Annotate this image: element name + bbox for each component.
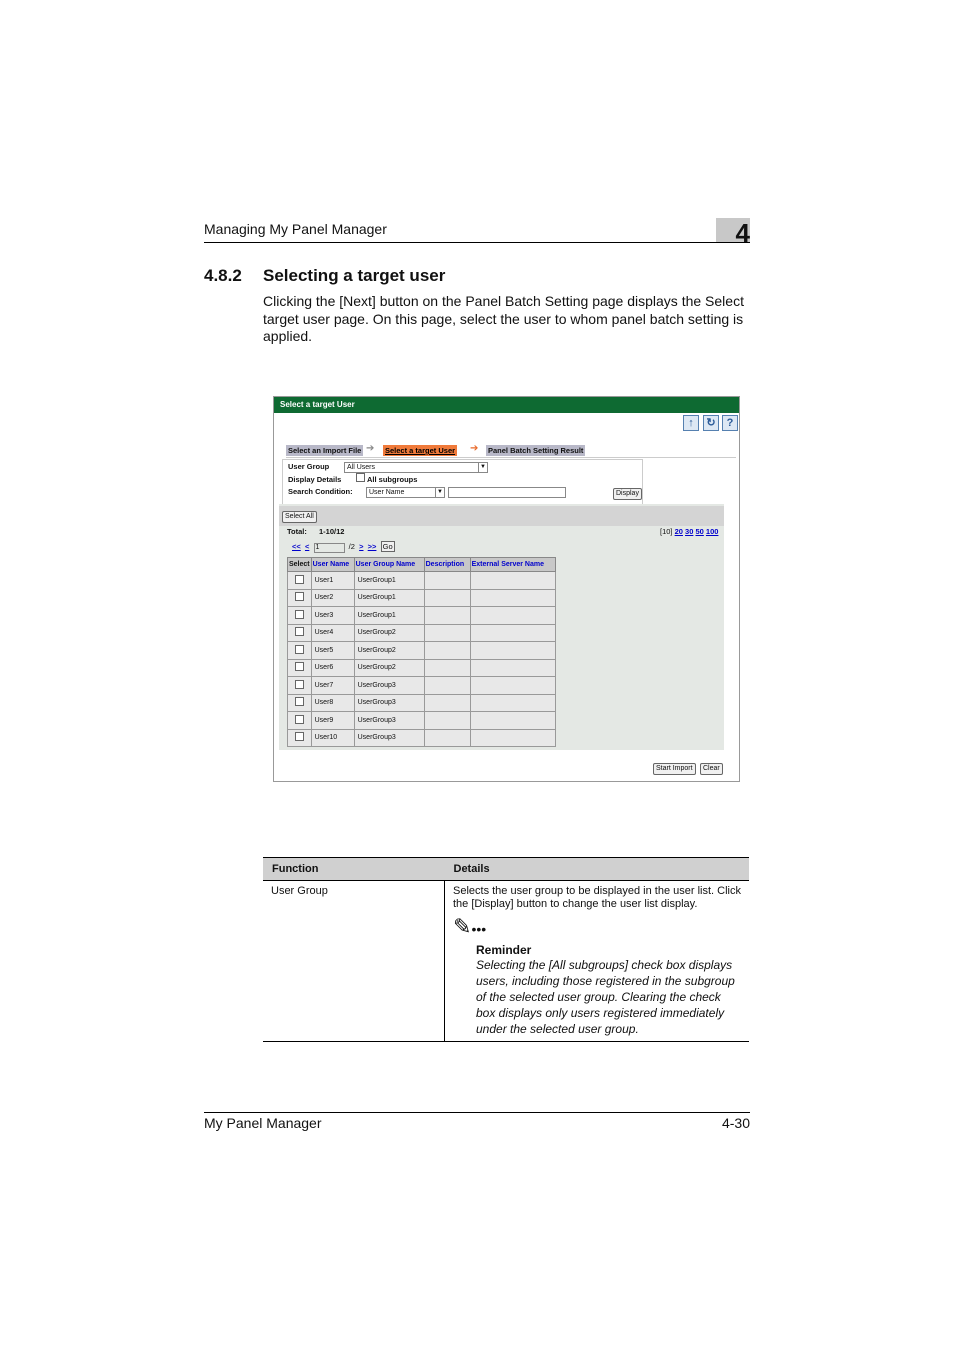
col-user-name[interactable] xyxy=(311,558,354,572)
external-server-cell xyxy=(470,729,555,747)
footer-title: My Panel Manager xyxy=(204,1115,322,1131)
display-button[interactable]: Display xyxy=(613,488,642,500)
description-cell xyxy=(424,607,470,625)
external-server-cell xyxy=(470,712,555,730)
display-details-label: Display Details xyxy=(288,475,342,484)
user-group-cell: UserGroup3 xyxy=(354,712,424,730)
start-import-button[interactable]: Start Import xyxy=(653,763,696,775)
description-cell xyxy=(424,712,470,730)
user-name-cell: User5 xyxy=(311,642,354,660)
all-subgroups-label: All subgroups xyxy=(367,475,418,484)
steps-divider xyxy=(286,457,736,458)
description-cell xyxy=(424,572,470,590)
search-condition-value: User Name xyxy=(369,489,405,496)
description-cell xyxy=(424,729,470,747)
user-group-cell: UserGroup1 xyxy=(354,572,424,590)
user-group-cell: UserGroup3 xyxy=(354,677,424,695)
description-cell xyxy=(424,694,470,712)
select-all-bar xyxy=(279,506,724,526)
row-select-checkbox[interactable] xyxy=(295,680,304,689)
external-server-cell xyxy=(470,572,555,590)
all-subgroups-checkbox[interactable] xyxy=(356,473,365,482)
pager-prev[interactable]: < xyxy=(304,542,310,551)
user-group-cell: UserGroup2 xyxy=(354,642,424,660)
details-header: Details xyxy=(445,858,750,881)
total-value: 1-10/12 xyxy=(319,527,345,536)
external-server-cell xyxy=(470,642,555,660)
user-name-cell: User9 xyxy=(311,712,354,730)
external-server-cell xyxy=(470,694,555,712)
search-condition-label: Search Condition: xyxy=(288,487,353,496)
pager-first[interactable]: << xyxy=(292,542,301,551)
user-group-select[interactable] xyxy=(344,462,488,473)
external-server-cell xyxy=(470,589,555,607)
col-description[interactable] xyxy=(424,558,470,572)
table-row xyxy=(288,589,556,607)
user-name-cell: User8 xyxy=(311,694,354,712)
page-size-selector xyxy=(660,527,718,536)
search-text-input[interactable] xyxy=(448,487,566,498)
select-all-button[interactable]: Select All xyxy=(282,511,317,523)
total-label: Total: xyxy=(287,527,307,536)
table-row xyxy=(288,729,556,747)
table-row xyxy=(288,677,556,695)
user-name-cell: User10 xyxy=(311,729,354,747)
function-header: Function xyxy=(263,858,445,881)
external-server-cell xyxy=(470,607,555,625)
user-group-value: All Users xyxy=(347,464,376,471)
row-select-checkbox[interactable] xyxy=(295,645,304,654)
function-table-header xyxy=(263,858,749,881)
running-header-title: Managing My Panel Manager xyxy=(204,221,387,237)
page-size-100[interactable]: 100 xyxy=(705,527,719,536)
intro-paragraph: Clicking the [Next] button on the Panel Batch Setting page displays the Select target user page. On this page, select the user to whom panel batch setting is applied. xyxy=(263,293,744,344)
up-arrow-icon[interactable]: ↑ xyxy=(683,415,699,431)
page-number-input[interactable]: 1 xyxy=(314,543,345,553)
function-table xyxy=(263,857,749,1042)
table-row xyxy=(288,659,556,677)
row-select-checkbox[interactable] xyxy=(295,732,304,741)
table-header-row xyxy=(288,558,556,572)
page-number: 4-30 xyxy=(721,1115,750,1131)
search-condition-select[interactable] xyxy=(366,487,445,498)
description-cell xyxy=(424,624,470,642)
row-select-cell xyxy=(288,607,312,625)
user-group-cell: UserGroup1 xyxy=(354,607,424,625)
row-select-cell xyxy=(288,624,312,642)
step-select-target-user: Select a target User xyxy=(385,446,456,455)
function-cell: User Group xyxy=(263,881,445,1042)
description-cell xyxy=(424,677,470,695)
user-name-cell: User3 xyxy=(311,607,354,625)
col-select: Select xyxy=(288,558,312,572)
chevron-down-icon: ▼ xyxy=(478,463,487,472)
row-select-checkbox[interactable] xyxy=(295,662,304,671)
user-group-cell: UserGroup1 xyxy=(354,589,424,607)
page-size-current: [10] xyxy=(660,527,673,536)
row-select-checkbox[interactable] xyxy=(295,592,304,601)
table-row xyxy=(288,624,556,642)
row-select-cell xyxy=(288,589,312,607)
external-server-cell xyxy=(470,624,555,642)
user-group-cell: UserGroup3 xyxy=(354,729,424,747)
step-select-import-file: Select an Import File xyxy=(288,446,362,455)
user-name-cell: User4 xyxy=(311,624,354,642)
clear-button[interactable]: Clear xyxy=(700,763,723,775)
pager-next[interactable]: > xyxy=(359,542,364,551)
row-select-cell xyxy=(288,659,312,677)
description-cell xyxy=(424,589,470,607)
pager xyxy=(292,542,395,553)
page-size-50[interactable]: 50 xyxy=(695,527,704,536)
details-cell xyxy=(445,881,750,1042)
page-size-30[interactable]: 30 xyxy=(685,527,694,536)
row-select-checkbox[interactable] xyxy=(295,575,304,584)
pager-last[interactable]: >> xyxy=(367,542,377,551)
chevron-down-icon: ▼ xyxy=(435,488,444,497)
user-group-cell: UserGroup2 xyxy=(354,624,424,642)
user-group-cell: UserGroup2 xyxy=(354,659,424,677)
col-user-name-link[interactable]: User Name xyxy=(312,561,350,568)
reminder-text: Selecting the [All subgroups] check box displays users, including those registered in the subgroup of the selected user group. Clearing the check box displays only users registered immediately under the selected user group. xyxy=(476,958,735,1036)
pencil-note-icon: ✎••• xyxy=(453,914,487,939)
row-select-cell xyxy=(288,694,312,712)
user-group-label: User Group xyxy=(288,462,330,471)
row-select-checkbox[interactable] xyxy=(295,627,304,636)
row-select-checkbox[interactable] xyxy=(295,697,304,706)
col-user-group-name-link[interactable]: User Group Name xyxy=(355,561,416,568)
reminder-title: Reminder xyxy=(476,943,532,957)
col-external-server[interactable] xyxy=(470,558,555,572)
row-select-cell xyxy=(288,642,312,660)
row-select-checkbox[interactable] xyxy=(295,715,304,724)
header-rule xyxy=(204,242,750,243)
row-select-cell xyxy=(288,677,312,695)
row-select-cell xyxy=(288,572,312,590)
table-row xyxy=(288,607,556,625)
row-select-cell xyxy=(288,729,312,747)
step-panel-batch-result: Panel Batch Setting Result xyxy=(488,446,584,455)
help-icon[interactable]: ? xyxy=(722,415,738,431)
table-row xyxy=(288,694,556,712)
col-description-link[interactable]: Description xyxy=(425,561,465,568)
col-user-group-name[interactable] xyxy=(354,558,424,572)
description-cell xyxy=(424,659,470,677)
section-title: Selecting a target user xyxy=(263,266,446,285)
details-text: Selects the user group to be displayed in the user list. Click the [Display] button to change the user list display. xyxy=(453,885,741,910)
window-title: Select a target User xyxy=(274,397,739,413)
section-number: 4.8.2 xyxy=(204,266,242,285)
user-table xyxy=(287,557,556,747)
row-select-cell xyxy=(288,712,312,730)
page-size-20[interactable]: 20 xyxy=(674,527,683,536)
chapter-number: 4 xyxy=(735,218,750,248)
go-button[interactable]: Go xyxy=(382,542,393,551)
select-target-user-screenshot xyxy=(273,396,740,782)
footer-rule xyxy=(204,1112,750,1113)
user-name-cell: User7 xyxy=(311,677,354,695)
user-name-cell: User1 xyxy=(311,572,354,590)
table-row xyxy=(288,712,556,730)
table-row xyxy=(288,642,556,660)
external-server-cell xyxy=(470,659,555,677)
user-name-cell: User2 xyxy=(311,589,354,607)
external-server-cell xyxy=(470,677,555,695)
row-select-checkbox[interactable] xyxy=(295,610,304,619)
search-form xyxy=(282,459,643,505)
step-arrow-icon: ➔ xyxy=(366,443,375,454)
user-group-cell: UserGroup3 xyxy=(354,694,424,712)
user-name-cell: User6 xyxy=(311,659,354,677)
page-count: /2 xyxy=(348,542,355,551)
table-row xyxy=(288,572,556,590)
step-arrow-icon: ➔ xyxy=(470,443,479,454)
table-row xyxy=(263,881,749,1042)
description-cell xyxy=(424,642,470,660)
refresh-icon[interactable]: ↻ xyxy=(703,415,719,431)
col-external-server-link[interactable]: External Server Name xyxy=(471,561,545,568)
